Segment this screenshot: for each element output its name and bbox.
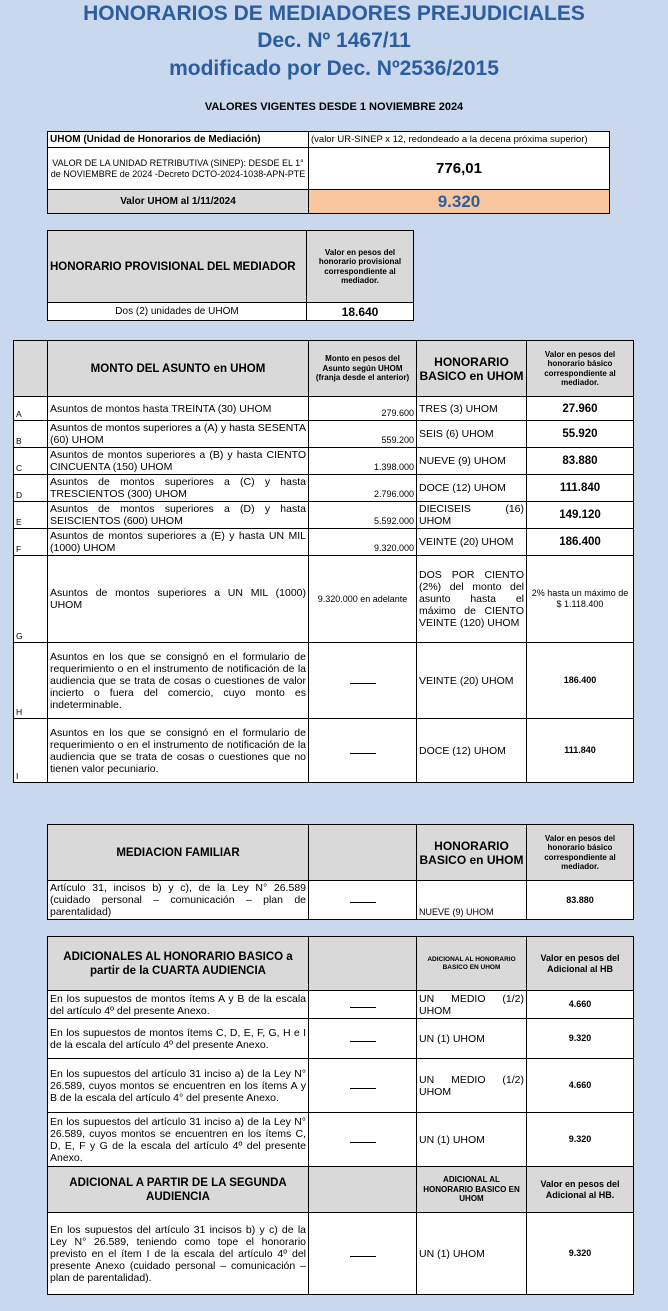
table-row	[14, 397, 634, 421]
adicionales-col-header: ADICIONAL AL HONORARIO BASICO EN UHOM	[417, 937, 527, 991]
row-desc: Asuntos de montos superiores a (B) y hasta CIENTO CINCUENTA (150) UHOM	[48, 448, 309, 475]
segunda-header: ADICIONAL A PARTIR DE LA SEGUNDA AUDIENCIA	[48, 1167, 309, 1213]
adicionales-table	[47, 936, 634, 1295]
table-row	[14, 529, 634, 556]
title-line-3: modificado por Dec. Nº2536/2015	[169, 57, 499, 80]
segunda-col-header: ADICIONAL AL HONORARIO BASICO EN UHOM	[417, 1167, 527, 1213]
row-desc: Asuntos en los que se consignó en el formulario de requerimiento o en el instrumento de notificación de la audiencia que se trata de cosas o cuestiones que no tienen valor pecuniario.	[48, 719, 309, 783]
adicionales-valor-header: Valor en pesos del Adicional al HB	[527, 937, 634, 991]
row-uhom: TRES (3) UHOM	[417, 397, 527, 421]
row-valor: 55.920	[527, 421, 634, 448]
table-row	[14, 719, 634, 783]
row-monto: 1.398.000	[309, 448, 417, 475]
adicional-row-desc: En los supuestos del artículo 31 inciso a) de la Ley N° 26.589, cuyos montos se encuentren en los ítems C, D, E, F y G de la escala del artículo 4º del presente Anexo.	[48, 1113, 309, 1167]
row-monto: 279.600	[309, 397, 417, 421]
table-row	[14, 475, 634, 502]
provisional-row-value: 18.640	[307, 303, 414, 321]
row-letter: H	[14, 643, 48, 719]
uhom-label: UHOM (Unidad de Honorarios de Mediación)	[48, 132, 309, 148]
row-desc: Asuntos de montos superiores a UN MIL (1000) UHOM	[48, 556, 309, 643]
row-monto: 9.320.000 en adelante	[309, 556, 417, 643]
uhom-note: (valor UR-SINEP x 12, redondeado a la decena próxima superior)	[309, 132, 610, 148]
table-row	[48, 1113, 634, 1167]
row-letter: F	[14, 529, 48, 556]
adicional-row-uhom: UN MEDIO (1/2) UHOM	[417, 1059, 527, 1113]
row-monto: 5.592.000	[309, 502, 417, 529]
row-monto: 9.320.000	[309, 529, 417, 556]
dash-mark	[350, 682, 376, 684]
row-letter: C	[14, 448, 48, 475]
provisional-value-header: Valor en pesos del honorario provisional correspondiente al mediador.	[307, 231, 414, 303]
header-valor: Valor en pesos del honorario básico correspondiente al mediador.	[527, 341, 634, 397]
title-line-2: Dec. Nº 1467/11	[257, 29, 411, 52]
row-valor: 27.960	[527, 397, 634, 421]
table-row	[14, 448, 634, 475]
familiar-row-uhom: NUEVE (9) UHOM	[417, 881, 527, 920]
vigencia-heading: VALORES VIGENTES DESDE 1 NOVIEMBRE 2024	[204, 101, 464, 113]
row-valor: 83.880	[527, 448, 634, 475]
provisional-table	[47, 230, 414, 321]
row-valor: 186.400	[527, 529, 634, 556]
adicionales-empty-header	[309, 937, 417, 991]
row-desc: Asuntos de montos superiores a (A) y hasta SESENTA (60) UHOM	[48, 421, 309, 448]
row-letter: I	[14, 719, 48, 783]
table-row	[48, 991, 634, 1019]
row-monto: 2.796.000	[309, 475, 417, 502]
uhom-table	[47, 131, 610, 214]
row-uhom: DOCE (12) UHOM	[417, 719, 527, 783]
row-valor: 149.120	[527, 502, 634, 529]
row-valor: 111.840	[527, 475, 634, 502]
row-letter: D	[14, 475, 48, 502]
adicional-row-empty	[309, 1019, 417, 1059]
row-letter: E	[14, 502, 48, 529]
familiar-header: MEDIACION FAMILIAR	[48, 825, 309, 881]
table-row	[48, 1213, 634, 1295]
table-row	[14, 502, 634, 529]
table-row	[48, 1019, 634, 1059]
dash-mark	[350, 1006, 376, 1008]
adicional-row-desc: En los supuestos del artículo 31 inciso a) de la Ley N° 26.589, cuyos montos se encuentren en los ítems A y B de la escala del artículo 4° del presente Anexo.	[48, 1059, 309, 1113]
row-uhom: DOS POR CIENTO (2%) del monto del asunto hasta el máximo de CIENTO VEINTE (120) UHOM	[417, 556, 527, 643]
adicional-row-uhom: UN MEDIO (1/2) UHOM	[417, 991, 527, 1019]
header-franja: Monto en pesos del Asunto según UHOM (franja desde el anterior)	[309, 341, 417, 397]
main-table	[13, 340, 634, 783]
adicionales-header: ADICIONALES AL HONORARIO BASICO a partir de la CUARTA AUDIENCIA	[48, 937, 309, 991]
row-uhom: VEINTE (20) UHOM	[417, 643, 527, 719]
dash-mark	[350, 901, 376, 903]
sinep-label: VALOR DE LA UNIDAD RETRIBUTIVA (SINEP): DESDE EL 1° de NOVIEMBRE de 2024 -Decreto DCTO-2024-1038-APN-PTE	[48, 148, 309, 190]
segunda-row-desc: En los supuestos del artículo 31 incisos b) y c) de la Ley N° 26.589, teniendo como tope el honorario previsto en el ítem I de la escala del artículo 4º del presente Anexo (cuidado personal – comunicación – plan de parentalidad).	[48, 1213, 309, 1295]
segunda-row-empty	[309, 1213, 417, 1295]
adicional-row-empty	[309, 1113, 417, 1167]
dash-mark	[350, 1141, 376, 1143]
table-row	[14, 643, 634, 719]
title-line-1: HONORARIOS DE MEDIADORES PREJUDICIALES	[83, 2, 585, 25]
familiar-row-empty	[309, 881, 417, 920]
segunda-row-uhom: UN (1) UHOM	[417, 1213, 527, 1295]
adicional-row-uhom: UN (1) UHOM	[417, 1113, 527, 1167]
familiar-empty-header	[309, 825, 417, 881]
row-desc: Asuntos de montos superiores a (D) y hasta SEISCIENTOS (600) UHOM	[48, 502, 309, 529]
row-valor: 186.400	[527, 643, 634, 719]
adicional-row-empty	[309, 1059, 417, 1113]
row-monto-empty	[309, 719, 417, 783]
row-desc: Asuntos de montos superiores a (E) y hasta UN MIL (1000) UHOM	[48, 529, 309, 556]
familiar-row-valor: 83.880	[527, 881, 634, 920]
row-desc: Asuntos en los que se consignó en el formulario de requerimiento o en el instrumento de notificación de la audiencia que se trata de cosas o cuestiones de valor incierto o fuera del comercio, cuyo monto es indeterminable.	[48, 643, 309, 719]
row-uhom: VEINTE (20) UHOM	[417, 529, 527, 556]
row-letter: B	[14, 421, 48, 448]
row-desc: Asuntos de montos hasta TREINTA (30) UHOM	[48, 397, 309, 421]
adicional-row-valor: 9.320	[527, 1113, 634, 1167]
dash-mark	[350, 752, 376, 754]
uhom-value: 9.320	[309, 190, 610, 214]
adicional-row-uhom: UN (1) UHOM	[417, 1019, 527, 1059]
table-row	[48, 881, 634, 920]
sinep-value: 776,01	[309, 148, 610, 190]
provisional-row-label: Dos (2) unidades de UHOM	[48, 303, 307, 321]
familiar-table	[47, 824, 634, 920]
row-valor: 111.840	[527, 719, 634, 783]
familiar-basico-header: HONORARIO BASICO en UHOM	[417, 825, 527, 881]
familiar-row-desc: Artículo 31, incisos b) y c), de la Ley N° 26.589 (cuidado personal – comunicación – plan de parentalidad)	[48, 881, 309, 920]
segunda-valor-header: Valor en pesos del Adicional al HB.	[527, 1167, 634, 1213]
row-uhom: NUEVE (9) UHOM	[417, 448, 527, 475]
uhom-value-label: Valor UHOM al 1/11/2024	[48, 190, 309, 214]
adicional-row-desc: En los supuestos de montos ítems C, D, E, F, G, H e I de la escala del artículo 4º del presente Anexo.	[48, 1019, 309, 1059]
row-letter: G	[14, 556, 48, 643]
table-row	[48, 1059, 634, 1113]
row-monto: 559.200	[309, 421, 417, 448]
row-monto-empty	[309, 643, 417, 719]
table-row	[14, 556, 634, 643]
header-monto: MONTO DEL ASUNTO en UHOM	[48, 341, 309, 397]
segunda-empty-header	[309, 1167, 417, 1213]
header-basico: HONORARIO BASICO en UHOM	[417, 341, 527, 397]
row-valor: 2% hasta un máximo de $ 1.118.400	[527, 556, 634, 643]
row-letter: A	[14, 397, 48, 421]
table-row	[14, 421, 634, 448]
familiar-valor-header: Valor en pesos del honorario básico correspondiente al mediador.	[527, 825, 634, 881]
row-uhom: DOCE (12) UHOM	[417, 475, 527, 502]
dash-mark	[350, 1255, 376, 1257]
dash-mark	[350, 1040, 376, 1042]
row-uhom: DIECISEIS (16) UHOM	[417, 502, 527, 529]
row-uhom: SEIS (6) UHOM	[417, 421, 527, 448]
adicional-row-valor: 4.660	[527, 1059, 634, 1113]
row-desc: Asuntos de montos superiores a (C) y hasta TRESCIENTOS (300) UHOM	[48, 475, 309, 502]
adicional-row-valor: 4.660	[527, 991, 634, 1019]
adicional-row-desc: En los supuestos de montos ítems A y B de la escala del artículo 4º del presente Anexo.	[48, 991, 309, 1019]
adicional-row-empty	[309, 991, 417, 1019]
header-letter-cell	[14, 341, 48, 397]
dash-mark	[350, 1087, 376, 1089]
adicional-row-valor: 9.320	[527, 1019, 634, 1059]
segunda-row-valor: 9.320	[527, 1213, 634, 1295]
provisional-header: HONORARIO PROVISIONAL DEL MEDIADOR	[48, 231, 307, 303]
